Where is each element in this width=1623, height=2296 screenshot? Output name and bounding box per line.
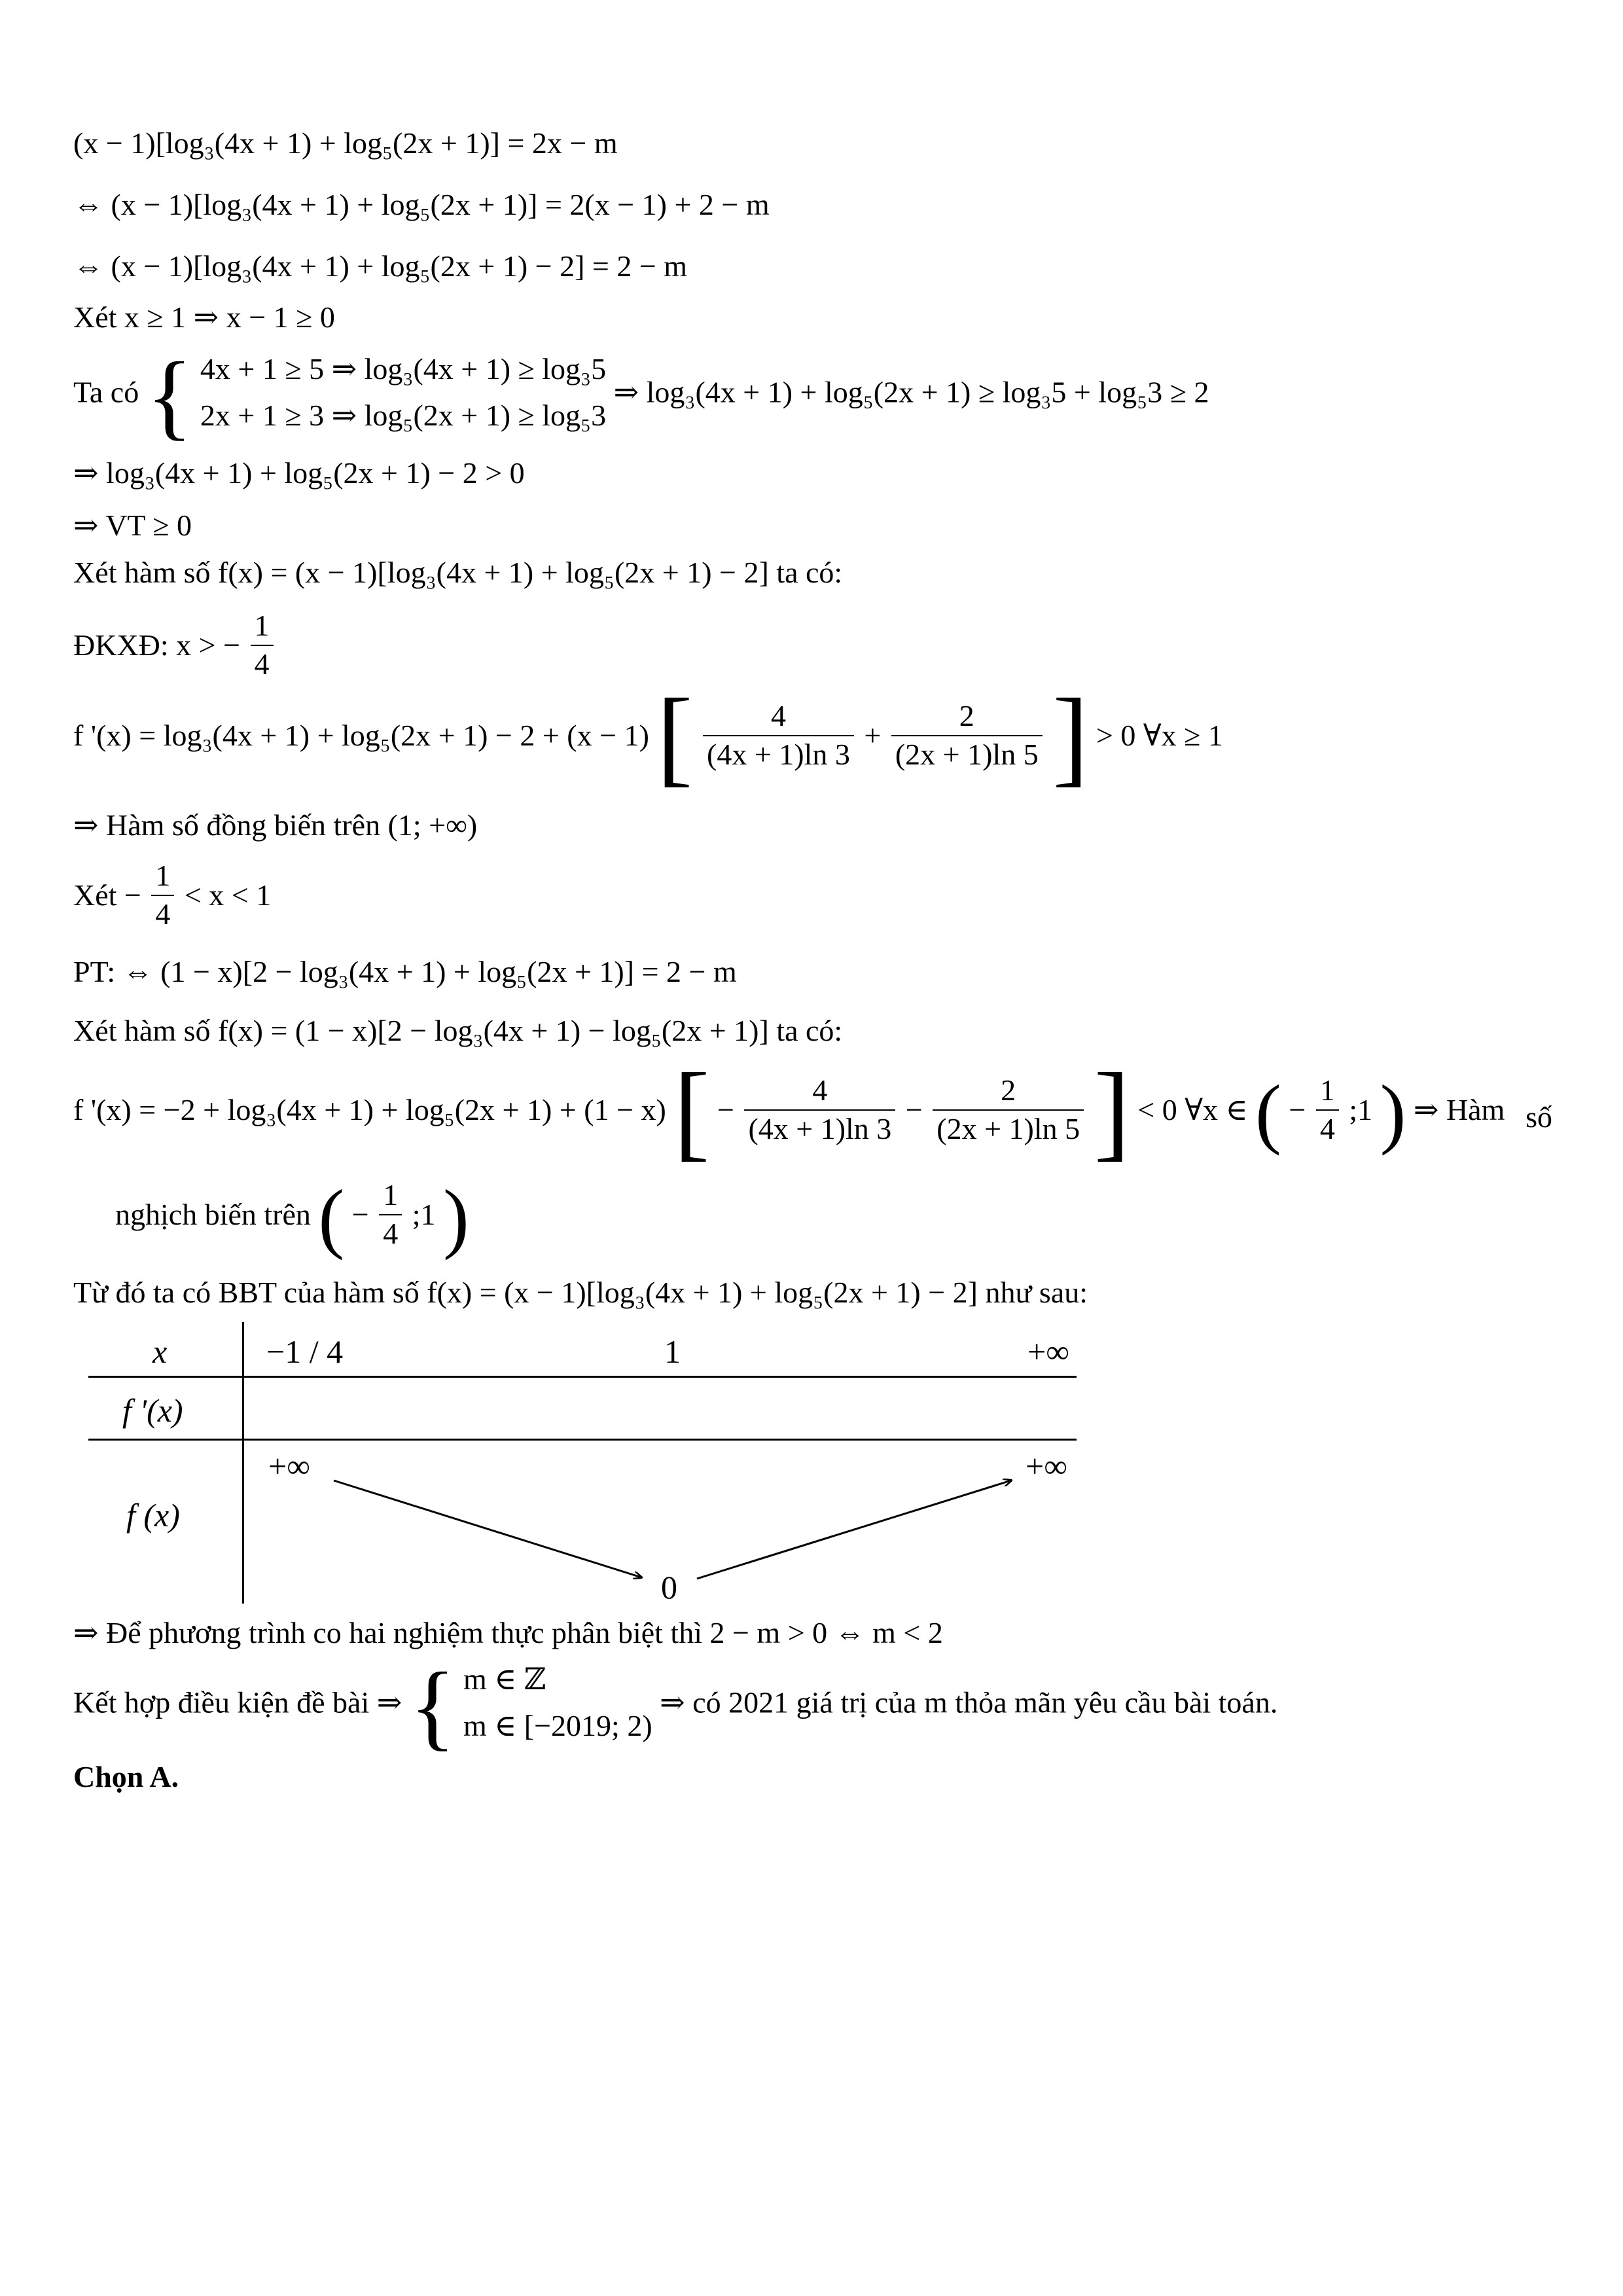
table-fprime-label: f '(x) — [122, 1392, 183, 1429]
left-paren: ( — [318, 1173, 345, 1261]
pt-line: PT: ⇔ (1 − x)[2 − log₃(4x + 1) + log₅(2x + 1)] = 2 − m — [73, 955, 737, 988]
combine-row-2: m ∈ [−2019; 2) — [463, 1709, 652, 1743]
fraction-denominator: 4 — [1319, 1111, 1335, 1145]
fraction-one-quarter — [379, 1178, 402, 1251]
fraction-denominator: 4 — [155, 897, 171, 931]
left-brace: { — [409, 1653, 456, 1760]
fraction-4 — [703, 699, 854, 772]
derivative-left: f '(x) = −2 + log₃(4x + 1) + log₅(2x + 1) + (1 − x) — [73, 1092, 666, 1126]
fraction-numerator: 2 — [933, 1073, 1084, 1111]
increasing-arrow — [697, 1480, 1011, 1579]
interval-label: Xét − — [73, 878, 141, 912]
right-paren: ) — [1380, 1068, 1406, 1156]
table-x-end: +∞ — [1027, 1333, 1069, 1370]
system-result: ⇒ log₃(4x + 1) + log₅(2x + 1) ≥ log₃5 + log₅3 ≥ 2 — [613, 375, 1209, 409]
minus-sign: − — [351, 1197, 369, 1231]
fraction-denominator: (4x + 1)ln 3 — [707, 737, 850, 771]
system-rows — [200, 346, 606, 439]
combine-line — [73, 1653, 1278, 1760]
right-paren: ) — [442, 1173, 469, 1261]
fraction-denominator: (4x + 1)ln 3 — [748, 1111, 892, 1145]
equation-line-2: ⇔ (x − 1)[log₃(4x + 1) + log₅(2x + 1)] = 2(x − 1) + 2 − m — [73, 188, 770, 221]
derivative-line-1 — [73, 675, 1223, 797]
decreasing-line — [115, 1173, 469, 1261]
derivative-right: > 0 ∀x ≥ 1 — [1096, 718, 1223, 752]
right-bracket: ] — [1094, 1050, 1130, 1171]
minus-sign: − — [1289, 1092, 1306, 1126]
left-paren: ( — [1255, 1068, 1281, 1156]
table-f-right: +∞ — [1026, 1448, 1067, 1484]
table-f-left: +∞ — [268, 1448, 310, 1484]
fraction-2 — [891, 699, 1043, 772]
system-line — [73, 342, 1209, 450]
fraction-one-quarter — [151, 859, 174, 932]
fraction-denominator: 4 — [383, 1216, 399, 1250]
fraction-one-quarter — [251, 609, 274, 682]
fraction-numerator: 1 — [151, 859, 174, 896]
decreasing-label: nghịch biến trên — [115, 1197, 311, 1231]
fraction-one-quarter — [1316, 1073, 1339, 1147]
derivative-condition: < 0 ∀x ∈ — [1137, 1092, 1248, 1126]
minus-sign: − — [905, 1092, 923, 1126]
fraction-numerator: 1 — [1316, 1073, 1339, 1111]
fraction-numerator: 4 — [744, 1073, 895, 1111]
derivative-line-2 — [73, 1050, 1552, 1171]
interval-right: < x < 1 — [184, 878, 272, 912]
fraction-denominator: (2x + 1)ln 5 — [895, 737, 1039, 771]
fraction-numerator: 4 — [703, 699, 854, 736]
interval-line — [73, 859, 271, 932]
fraction-numerator: 1 — [251, 609, 274, 646]
left-bracket: [ — [673, 1050, 710, 1171]
equation-line-3: ⇔ (x − 1)[log₃(4x + 1) + log₅(2x + 1) − 2] = 2 − m — [73, 249, 688, 283]
increasing-line: ⇒ Hàm số đồng biến trên (1; +∞) — [73, 808, 478, 842]
equation-line-1: (x − 1)[log₃(4x + 1) + log₅(2x + 1)] = 2x − m — [73, 126, 618, 160]
fraction-denominator: 4 — [254, 647, 270, 681]
system-label: Ta có — [73, 375, 139, 409]
domain-label: ĐKXĐ: x > − — [73, 628, 241, 662]
table-arrows — [88, 1322, 1077, 1604]
derivative-left: f '(x) = log₃(4x + 1) + log₅(2x + 1) − 2 + (x − 1) — [73, 718, 649, 752]
fraction-numerator: 1 — [379, 1178, 402, 1215]
system-row-2: 2x + 1 ≥ 3 ⇒ log₅(2x + 1) ≥ log₅3 — [200, 399, 607, 433]
system-row-1: 4x + 1 ≥ 5 ⇒ log₃(4x + 1) ≥ log₃5 — [200, 352, 607, 386]
table-x-mid: 1 — [664, 1333, 681, 1370]
table-x-label: x — [152, 1333, 168, 1370]
fraction-numerator: 2 — [891, 699, 1043, 736]
combine-rows — [463, 1656, 652, 1749]
condition-line: Xét x ≥ 1 ⇒ x − 1 ≥ 0 — [73, 300, 335, 334]
function-def-line-1: Xét hàm số f(x) = (x − 1)[log₃(4x + 1) + log₅(2x + 1) − 2] ta có: — [73, 556, 843, 589]
interval-end: ;1 — [1349, 1092, 1373, 1126]
inequality-line: ⇒ log₃(4x + 1) + log₅(2x + 1) − 2 > 0 — [73, 456, 525, 490]
decreasing-arrow — [334, 1480, 641, 1577]
plus-sign: + — [864, 718, 882, 752]
minus-sign: − — [717, 1092, 734, 1126]
table-x-start: −1 / 4 — [266, 1333, 344, 1370]
vt-line: ⇒ VT ≥ 0 — [73, 509, 192, 542]
bbt-intro-line: Từ đó ta có BBT của hàm số f(x) = (x − 1)[log₃(4x + 1) + log₅(2x + 1) − 2] như sau: — [73, 1276, 1088, 1309]
variation-table — [88, 1322, 1077, 1604]
function-def-line-2: Xét hàm số f(x) = (1 − x)[2 − log₃(4x + 1) − log₅(2x + 1)] ta có: — [73, 1014, 843, 1047]
combine-label: Kết hợp điều kiện đề bài ⇒ — [73, 1685, 402, 1719]
derivative-tail: ⇒ Hàm — [1413, 1092, 1505, 1126]
left-bracket: [ — [656, 675, 693, 797]
conclusion-line: ⇒ Để phương trình co hai nghiệm thực phân biệt thì 2 − m > 0 ⇔ m < 2 — [73, 1616, 943, 1649]
fraction-denominator: (2x + 1)ln 5 — [936, 1111, 1080, 1145]
derivative-tail-2: số — [1525, 1100, 1552, 1134]
interval-end: ;1 — [412, 1197, 436, 1231]
fraction-4 — [744, 1073, 895, 1147]
table-f-label: f (x) — [126, 1497, 180, 1534]
combine-result: ⇒ có 2021 giá trị của m thỏa mãn yêu cầu bài toán. — [660, 1685, 1278, 1719]
right-bracket: ] — [1052, 675, 1089, 797]
left-brace: { — [146, 342, 193, 450]
domain-line — [73, 609, 276, 682]
fraction-2 — [933, 1073, 1084, 1147]
table-f-min: 0 — [661, 1569, 677, 1605]
combine-row-1: m ∈ ℤ — [463, 1662, 546, 1696]
answer-line: Chọn A. — [73, 1760, 179, 1793]
